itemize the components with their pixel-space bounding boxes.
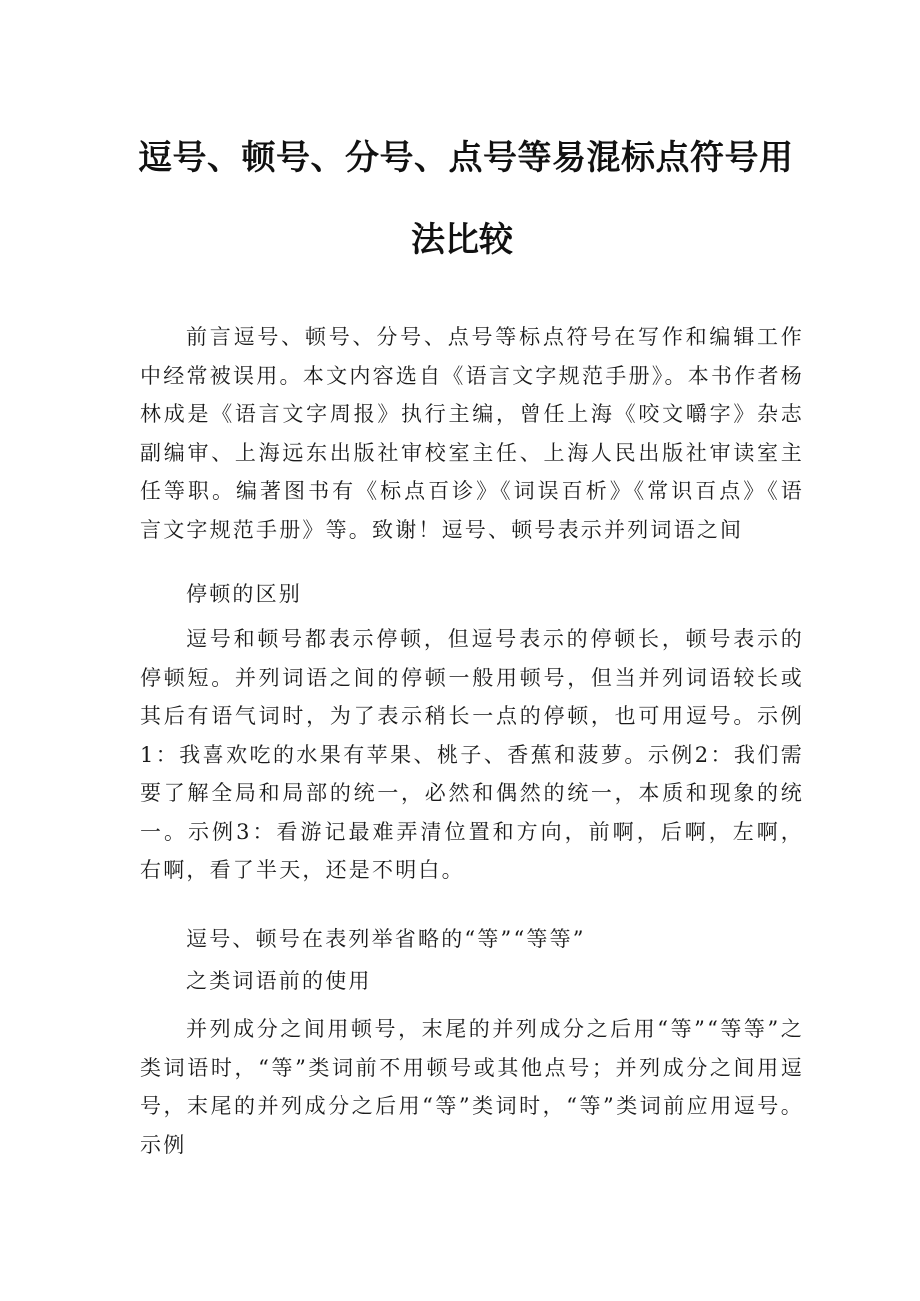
pause-paragraph: 逗号和顿号都表示停顿，但逗号表示的停顿长，顿号表示的停顿短。并列词语之间的停顿一般用顿号，但当并列词语较长或其后有语气词时，为了表示稍长一点的停顿，也可用逗号。示例1：我喜欢吃的水果有苹果、桃子、香蕉和菠萝。示例2：我们需要了解全局和局部的统一，必然和偶然的统一，本质和现象的统一。示例3：看游记最难弄清位置和方向，前啊，后啊，左啊，右啊，看了半天，还是不明白。: [140, 627, 804, 882]
title-line-1: 逗号、顿号、分号、点号等易混标点符号用: [138, 138, 794, 178]
section-heading-etc-line-2: 之类词语前的使用: [186, 969, 372, 993]
title-line-2: 法比较: [411, 220, 513, 260]
section-heading-etc-line-1: 逗号、顿号在表列举省略的“等”“等等”: [186, 927, 586, 951]
intro-paragraph: 前言逗号、顿号、分号、点号等标点符号在写作和编辑工作中经常被误用。本文内容选自《语言文字规范手册》。本书作者杨林成是《语言文字周报》执行主编，曾任上海《咬文嚼字》杂志副编审、上海远东出版社审校室主任、上海人民出版社审读室主任等职。编著图书有《标点百诊》《词误百析》《常识百点》《语言文字规范手册》等。致谢！逗号、顿号表示并列词语之间: [140, 325, 804, 542]
etc-usage-paragraph: 并列成分之间用顿号，末尾的并列成分之后用“等”“等等”之类词语时，“等”类词前不用顿号或其他点号；并列成分之间用逗号，末尾的并列成分之后用“等”类词时，“等”类词前应用逗号。示例: [140, 1017, 804, 1157]
section-heading-pause-difference: 停顿的区别: [186, 582, 302, 606]
